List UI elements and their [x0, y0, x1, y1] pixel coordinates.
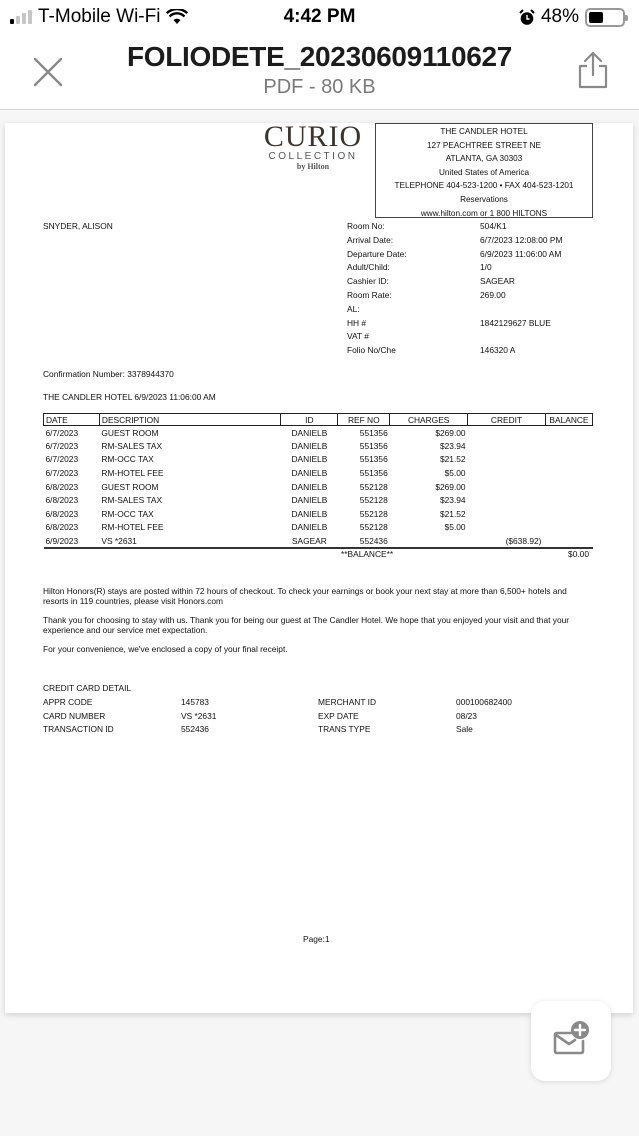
info-label: AL:	[347, 303, 360, 314]
cell-description: GUEST ROOM	[101, 481, 159, 492]
info-label: Cashier ID:	[347, 276, 389, 287]
cell-ref: 551356	[359, 440, 388, 451]
cc-label: EXP DATE	[318, 710, 359, 721]
address-line: 127 PEACHTREE STREET NE	[426, 140, 542, 150]
balance-value: $0.00	[568, 549, 589, 559]
cc-label: MERCHANT ID	[318, 696, 377, 707]
balance-row	[43, 549, 593, 561]
cc-label: TRANSACTION ID	[43, 724, 114, 735]
clock: 4:42 PM	[283, 6, 356, 27]
add-to-mail-button[interactable]	[531, 1001, 611, 1081]
cell-description: RM-HOTEL FEE	[101, 468, 164, 479]
cc-title: CREDIT CARD DETAIL	[43, 683, 132, 693]
folio-ledger-table	[43, 413, 593, 549]
cc-row	[43, 697, 593, 711]
share-icon	[575, 50, 611, 90]
table-row	[44, 480, 593, 494]
confirmation-number: Confirmation Number: 3378944370	[43, 369, 174, 379]
col-description: DESCRIPTION	[99, 414, 281, 426]
cell-charge	[390, 534, 468, 548]
cell-ref: 551356	[359, 468, 388, 479]
honors-paragraph: Hilton Honors(R) stays are posted within 72 hours of checkout. To check your earnings or book your next stay at more than 6,500+ hotels and resorts in 119 countries, please visit Honors.com	[43, 586, 567, 606]
col-credit: CREDIT	[468, 414, 546, 426]
info-row-rate	[347, 290, 562, 304]
cell-charge: $5.00	[444, 522, 466, 533]
cell-description: RM-SALES TAX	[101, 495, 163, 506]
address-line: Reservations	[460, 194, 508, 204]
cell-charge: $269.00	[435, 481, 466, 492]
cc-value: 000100682400	[456, 696, 512, 707]
cell-id: DANIELB	[291, 522, 328, 533]
cc-row	[43, 711, 593, 725]
info-label: Room No:	[347, 221, 385, 231]
info-label: Room Rate:	[347, 289, 392, 300]
carrier-label: T-Mobile Wi-Fi	[38, 6, 161, 27]
mail-add-icon	[551, 1019, 591, 1059]
cell-charge: $269.00	[435, 427, 466, 438]
cell-date: 6/7/2023	[45, 440, 79, 451]
info-row-hh	[347, 318, 562, 332]
cell-description: RM-SALES TAX	[101, 440, 163, 451]
credit-card-detail	[43, 683, 593, 738]
cell-date: 6/7/2023	[45, 427, 79, 438]
logo-collection: COLLECTION	[268, 151, 358, 162]
info-row-cashier	[347, 276, 562, 290]
stay-info	[347, 221, 562, 359]
cell-date: 6/8/2023	[45, 495, 79, 506]
info-row-arrival	[347, 235, 562, 249]
cell-charge: $23.94	[439, 495, 466, 506]
table-row	[44, 493, 593, 507]
cell-charge: $5.00	[444, 468, 466, 479]
cell-credit	[468, 507, 546, 521]
info-label: Folio No/Che	[347, 345, 396, 356]
table-header-row	[44, 414, 593, 426]
cell-balance	[545, 521, 592, 535]
cell-description: VS *2631	[99, 534, 281, 548]
info-row-departure	[347, 249, 562, 263]
cc-label: APPR CODE	[43, 696, 93, 707]
cell-description: RM-HOTEL FEE	[101, 522, 164, 533]
cell-ref: 552128	[359, 495, 388, 506]
cell-credit	[468, 453, 546, 467]
cell-id: DANIELB	[291, 440, 328, 451]
cc-value: 552436	[181, 724, 209, 735]
cell-charge: $21.52	[439, 454, 466, 465]
cell-credit	[468, 521, 546, 535]
status-bar	[0, 0, 639, 36]
cell-credit	[468, 439, 546, 453]
table-row	[44, 534, 593, 548]
share-button[interactable]	[575, 50, 611, 90]
pdf-page[interactable]	[5, 120, 633, 1013]
address-line: TELEPHONE 404-523-1200 • FAX 404-523-1201	[394, 181, 574, 191]
cell-ref: 551356	[359, 427, 388, 438]
document-title: FOLIODETE_20230609110627	[126, 41, 513, 72]
cc-value: VS *2631	[181, 710, 217, 721]
battery-icon	[585, 8, 625, 27]
cell-credit: ($638.92)	[468, 534, 546, 548]
cell-id: DANIELB	[291, 481, 328, 492]
cell-balance	[545, 453, 592, 467]
col-ref-no: REF NO	[338, 414, 390, 426]
cell-ref: 552128	[359, 522, 388, 533]
hotel-address-box	[375, 123, 593, 218]
info-value: SAGEAR	[480, 276, 515, 287]
cell-id: SAGEAR	[281, 534, 338, 548]
info-label: Adult/Child:	[347, 262, 390, 273]
info-label: Arrival Date:	[347, 234, 394, 245]
cell-description: GUEST ROOM	[101, 427, 159, 438]
hotel-checkout-line: THE CANDLER HOTEL 6/9/2023 11:06:00 AM	[43, 392, 216, 402]
cell-ref: 552128	[359, 481, 388, 492]
table-row	[44, 439, 593, 453]
cell-id: DANIELB	[291, 427, 328, 438]
info-row-adult-child	[347, 262, 562, 276]
cell-charge: $21.52	[439, 508, 466, 519]
info-value: 146320 A	[480, 345, 516, 356]
cell-credit	[468, 426, 546, 440]
table-row	[44, 453, 593, 467]
info-label: HH #	[347, 317, 367, 328]
cell-credit	[468, 493, 546, 507]
info-value: 269.00	[480, 289, 506, 300]
cc-label: CARD NUMBER	[43, 710, 106, 721]
table-row	[44, 426, 593, 440]
col-date: DATE	[44, 414, 100, 426]
cell-balance	[545, 507, 592, 521]
cell-charge: $23.94	[439, 440, 466, 451]
document-subtitle: PDF - 80 KB	[263, 76, 376, 98]
cc-value: 145783	[181, 696, 209, 707]
info-label: VAT #	[347, 331, 369, 342]
page-number: Page:1	[303, 934, 330, 944]
status-right	[519, 6, 625, 28]
info-row-vat	[347, 331, 562, 345]
cc-label: TRANS TYPE	[318, 724, 371, 735]
guest-name: SNYDER, ALISON	[43, 221, 113, 231]
cell-description: RM-OCC TAX	[101, 454, 154, 465]
address-line: www.hilton.com or 1 800 HILTONS	[420, 208, 548, 218]
info-value: 6/9/2023 11:06:00 AM	[480, 248, 562, 259]
cell-balance	[545, 426, 592, 440]
cc-value: Sale	[456, 724, 473, 735]
cell-date: 6/7/2023	[45, 468, 79, 479]
cell-id: DANIELB	[291, 468, 328, 479]
logo-by-hilton: by Hilton	[296, 162, 330, 171]
battery-percent: 48%	[540, 6, 579, 27]
cell-date: 6/8/2023	[45, 481, 79, 492]
cell-balance	[545, 493, 592, 507]
info-value: 1/0	[480, 262, 492, 273]
cell-balance	[545, 439, 592, 453]
cell-credit	[468, 480, 546, 494]
cell-id: DANIELB	[291, 495, 328, 506]
table-row	[44, 466, 593, 480]
cell-balance	[545, 466, 592, 480]
alarm-icon	[519, 9, 535, 26]
cell-ref: 552128	[359, 508, 388, 519]
address-line: United States of America	[438, 167, 530, 177]
cell-date: 6/8/2023	[45, 508, 79, 519]
cell-id: DANIELB	[291, 454, 328, 465]
curio-logo	[263, 120, 363, 171]
balance-label: **BALANCE**	[341, 549, 394, 559]
cell-description: RM-OCC TAX	[101, 508, 154, 519]
cell-date: 6/9/2023	[44, 534, 100, 548]
logo-wordmark: CURIO	[263, 120, 363, 153]
info-value: 1842129627 BLUE	[480, 317, 551, 328]
cell-balance	[545, 480, 592, 494]
receipt-paragraph: For your convenience, we've enclosed a copy of your final receipt.	[43, 644, 288, 654]
info-value: 504/K1	[480, 221, 507, 231]
cell-ref: 552436	[338, 534, 390, 548]
col-balance: BALANCE	[545, 414, 592, 426]
cell-credit	[468, 466, 546, 480]
cell-balance	[545, 534, 592, 548]
info-row-folio	[347, 345, 562, 359]
cc-row	[43, 724, 593, 738]
info-value: 6/7/2023 12:08:00 PM	[480, 234, 563, 245]
document-header	[0, 36, 639, 110]
table-row	[44, 521, 593, 535]
info-row-al	[347, 304, 562, 318]
info-label: Departure Date:	[347, 248, 407, 259]
table-row	[44, 507, 593, 521]
cell-id: DANIELB	[291, 508, 328, 519]
col-id: ID	[281, 414, 338, 426]
cell-ref: 551356	[359, 454, 388, 465]
cc-value: 08/23	[456, 710, 477, 721]
address-line: ATLANTA, GA 30303	[445, 154, 523, 164]
cell-date: 6/8/2023	[45, 522, 79, 533]
info-row-room	[347, 221, 562, 235]
address-line: THE CANDLER HOTEL	[440, 127, 528, 136]
col-charges: CHARGES	[390, 414, 468, 426]
thank-you-paragraph: Thank you for choosing to stay with us. Thank you for being our guest at The Candler Hotel. We hope that you enjoyed your visit and that your experience and our service met expectation.	[43, 615, 570, 635]
cell-date: 6/7/2023	[45, 454, 79, 465]
